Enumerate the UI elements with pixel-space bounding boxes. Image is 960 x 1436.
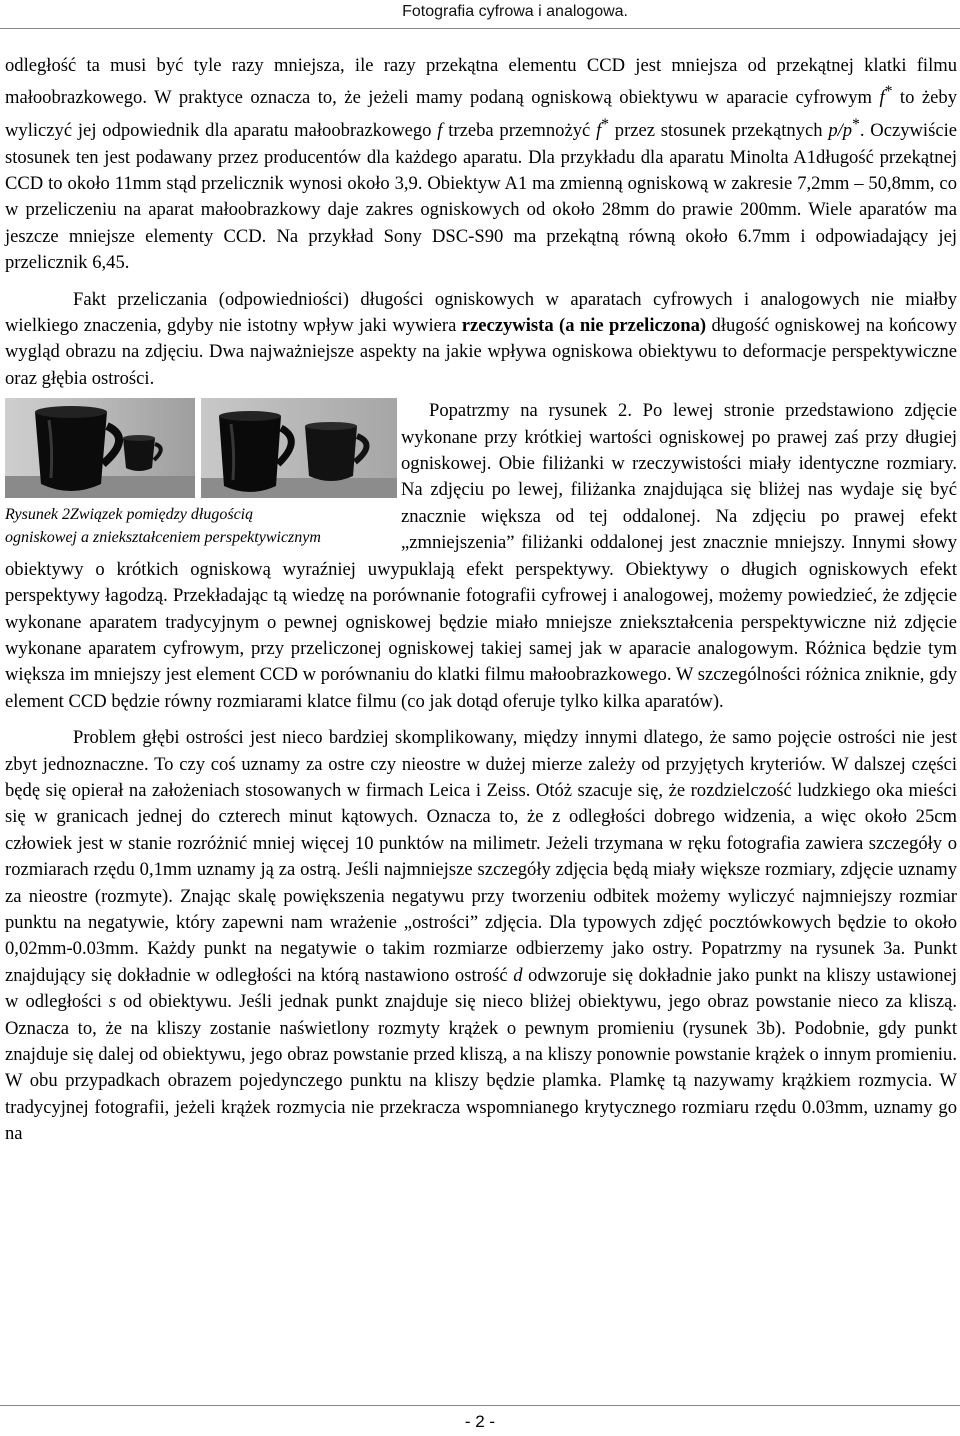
text-run: to żeby wyliczyć jej odpowiednik dla aparatu małoobrazkowego (5, 87, 957, 142)
superscript-star: * (884, 83, 893, 101)
superscript-star: * (601, 116, 609, 133)
text-run: trzeba przemnożyć (442, 120, 597, 142)
header-rule (0, 28, 960, 29)
bold-phrase: rzeczywista (a nie przeliczona) (461, 315, 707, 337)
text-run: od obiektywu. Jeśli jednak punkt znajduje się nieco bliżej obiektywu, jego obraz powstanie nieco za kliszą. Oznacza to, że na kliszy zostanie naświetlony rozmyty krążek o pewnym promieniu (rysunek 3b). Podobnie, gdy punkt znajduje się dalej od obiektywu, jego obraz powstanie przed kliszą, a na kliszy ponownie powstanie krążek o innym promieniu. W obu przypadkach obrazem pojedynczego punktu na kliszy będzie plamka. Plamkę tą nazywamy krążkiem rozmycia. W tradycyjnej fotografii, jeżeli krążek rozmycia nie przekracza wspomnianego krytycznego rozmiaru rzędu 0.03mm, uznamy go na (5, 991, 958, 1145)
symbol-d: d (513, 964, 523, 986)
figure-block (5, 398, 957, 715)
caption-line: Rysunek 2Związek pomiędzy długością (5, 506, 254, 524)
symbol-f: f (596, 120, 602, 142)
paragraph-2 (5, 287, 957, 393)
symbol-s: s (108, 991, 117, 1013)
paragraph-4 (5, 725, 957, 1148)
text-run: długość ogniskowej na końcowy wygląd obrazu na zdjęciu. Dwa najważniejsze aspekty na jakie wpływa ogniskowa obiektywu to deformacje perspektywiczne oraz głębia ostrości. (5, 315, 957, 389)
text-run: . Oczywiście stosunek ten jest podawany przez producentów dla każdego aparatu. Dla przykładu dla aparatu Minolta A1długość przekątnej CCD to około 11mm stąd przelicznik wynosi około 3,9. Obiektyw A1 ma zmienną ogniskową w zakresie 7,2mm – 50,8mm, co w przeliczeniu na aparat małoobrazkowy daje zakres ogniskowych od około 28mm do prawie 200mm. Wiele aparatów ma jeszcze mniejsze elementy CCD. Na przykład Sony DSC-S90 ma przekątną równą około 6.7mm i odpowiadający jej przelicznik 6,45. (5, 120, 957, 274)
paragraph-3: Popatrzmy na rysunek 2. Po lewej stronie przedstawiono zdjęcie wykonane przy krótkiej wartości ogniskowej po prawej zaś przy długiej ogniskowej. Obie filiżanki w rzeczywistości miały identyczne rozmiary. Na zdjęciu po lewej, filiżanka znajdująca się bliżej nas wydaje się być znacznie większa od tej oddalonej. Na zdjęciu po prawej efekt „zmniejszenia” filiżanki oddalonej jest znacznie mniejszy. Innymi słowy obiektywy o krótkich ogniskową wyraźniej uwypuklają efekt perspektywy. Obiektywy o długich ogniskowych efekt perspektywy łagodzą. Przekładając tą wiedzę na porównanie fotografii cyfrowej i analogowej, możemy powiedzieć, że zdjęcie wykonane aparatem tradycyjnym o pewnej ogniskowej będzie miało mniejsze zniekształcenia perspektywiczne niż zdjęcie wykonane aparatem cyfrowym, przy przeliczonej ogniskowej takiej samej jak w aparacie analogowym. Różnica będzie tym większa im mniejszy jest element CCD w porównaniu do klatki filmu małoobrazkowego. W szczególności różnica zniknie, gdy element CCD będzie równy rozmiarami klatce filmu (co jak dotąd oferuje tylko kilka aparatów). (5, 400, 957, 712)
photo-left (5, 398, 195, 498)
figure-caption (5, 503, 397, 549)
text-run: Fakt przeliczania (odpowiedniości) długości ogniskowych w aparatach cyfrowych i analogowych nie miałby wielkiego znaczenia, gdyby nie istotny wpływ jaki wywiera (5, 288, 957, 337)
superscript-star: * (852, 116, 860, 133)
symbol-f: f (879, 87, 885, 109)
caption-line: ogniskowej a zniekształceniem perspektywicznym (5, 529, 321, 547)
paragraph-1 (5, 53, 957, 277)
text-run: Problem głębi ostrości jest nieco bardziej skomplikowany, między innymi dlatego, że samo pojęcie ostrości nie jest zbyt jednoznaczne. To czy coś uznamy za ostre czy nieostre w dużej mierze zależy od przyjętych kryteriów. W dalszej części będę się opierał na założeniach stosowanych w firmach Leica i Zeiss. Otóż szacuje się, że rozdzielczość ludzkiego oka mieści się w granicach jednej do czterech minut kątowych. Oznacza to, że z odległości dobrego widzenia, a więc około 25cm człowiek jest w stanie rozróżnić mniej więcej 10 punktów na milimetr. Jeżeli trzymana w ręku fotografia zawiera szczegóły o rozmiarach rzędu 0,1mm uznamy ją za ostrą. Jeśli najmniejsze szczegóły zdjęcia będą miały większe rozmiary, zdjęcie uznamy za nieostre (rozmyte). Znając skalę powiększenia negatywu przy tworzeniu odbitek możemy wyliczyć najmniejszy rozmiar punktu na negatywie, który zapewni nam wrażenie „ostrości” zdjęcia. Dla typowych zdjęć pocztówkowych będzie to około 0,02mm-0.03mm. Każdy punkt na negatywie o takim rozmiarze odbierzemy jako ostry. Popatrzmy na rysunek 3a. Punkt znajdujący się dokładnie w odległości na którą nastawiono ostrość (5, 727, 957, 986)
figure-2 (5, 398, 397, 548)
text-run: przez stosunek przekątnych (608, 120, 829, 142)
page-number: - 2 - (464, 1412, 496, 1431)
text-run: odwzoruje się dokładnie jako punkt na kliszy ustawionej w odległości (5, 964, 957, 1013)
footer-rule (0, 1405, 960, 1406)
running-header: Fotografia cyfrowa i analogowa. (402, 3, 628, 20)
cups-photo (5, 398, 397, 508)
photo-right (201, 398, 397, 498)
symbol-f: f (437, 120, 443, 142)
text-run: odległość ta musi być tyle razy mniejsza, ile razy przekątna elementu CCD jest mniejsza od przekątnej klatki filmu małoobrazkowego. W praktyce oznacza to, że jeżeli mamy podaną ogniskową obiektywu w aparacie cyfrowym (5, 55, 957, 109)
symbol-ratio: p/p (828, 120, 853, 142)
body-text (5, 53, 957, 1148)
